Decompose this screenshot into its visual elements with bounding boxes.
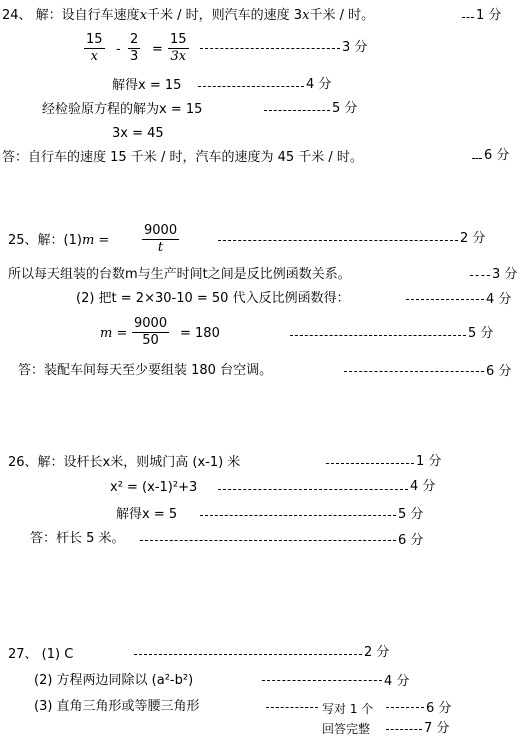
q24-score5-dash (472, 158, 482, 159)
q24-frac2-den: 3 (130, 49, 139, 64)
q24-equals: = (152, 42, 163, 57)
q24-check: 经检验原方程的解为x = 15 (42, 102, 203, 117)
q27-score1-dash (134, 654, 362, 655)
q27-score4-dash (386, 729, 422, 730)
q26-score2-dash (218, 489, 408, 490)
q24-solve: 解得x = 15 (112, 78, 182, 93)
q27-line1: 27、 (1) C (8, 647, 74, 662)
q24-frac3-den: 3x (170, 49, 187, 64)
q26-score2: 4 分 (410, 479, 436, 494)
q25-score1-dash (218, 240, 458, 241)
q26-score4: 6 分 (398, 533, 424, 548)
q27-score3-dash (386, 707, 424, 708)
q27-line3: (3) 直角三角形或等腰三角形 (34, 699, 200, 714)
q26-score3: 5 分 (398, 507, 424, 522)
q26-line1: 26、解：设杆长x米，则城门高 (x-1) 米 (8, 455, 241, 470)
q24-frac1 (84, 33, 105, 64)
q26-score1: 1 分 (416, 454, 442, 469)
q24-unit2: 千米 / 时。 (309, 8, 375, 23)
q24-line1 (2, 8, 374, 24)
q26-score4-dash (140, 540, 396, 541)
q24-score4: 5 分 (332, 101, 358, 116)
q27-note1: 写对 1 个 (322, 702, 374, 716)
q27-note2: 回答完整 (322, 722, 371, 736)
q24-score1-dash (462, 17, 474, 18)
q24-result: 3x = 45 (112, 126, 164, 141)
q24-answer: 答：自行车的速度 15 千米 / 时，汽车的速度为 45 千米 / 时。 (2, 150, 363, 165)
q24-score5: 6 分 (484, 148, 510, 163)
q24-score2: 3 分 (342, 40, 368, 55)
q24-minus: - (116, 42, 121, 57)
q27-note1-dash (266, 707, 318, 708)
q24-frac2 (128, 33, 140, 64)
q27-score2: 4 分 (384, 674, 410, 689)
q24-frac1-den: x (90, 49, 98, 64)
q25-frac2-den: 50 (142, 333, 159, 348)
q24-score1: 1 分 (476, 8, 502, 23)
q24-score4-dash (264, 110, 330, 111)
q25-score4-dash (290, 335, 466, 336)
q24-frac2-num: 2 (130, 32, 139, 47)
q24-intro: 24、 解：设自行车速度 (2, 8, 140, 23)
q26-answer: 答：杆长 5 米。 (30, 531, 125, 546)
q26-score3-dash (200, 515, 396, 516)
q26-eq: x² = (x-1)²+3 (110, 480, 198, 495)
q24-var-x2: x (302, 8, 310, 23)
q25-score2-dash (470, 275, 490, 276)
q25-frac2 (132, 317, 169, 348)
q25-score5: 6 分 (486, 364, 512, 379)
q25-line1 (8, 233, 109, 249)
q25-score3-dash (406, 299, 484, 300)
q25-line2: 所以每天组装的台数m与生产时间t之间是反比例函数关系。 (8, 267, 351, 282)
q25-answer: 答：装配车间每天至少要组装 180 台空调。 (18, 363, 273, 378)
q24-frac3 (168, 33, 189, 64)
q27-score1: 2 分 (364, 645, 390, 660)
q24-unit1: 千米 / 时，则汽车的速度 3 (147, 8, 303, 23)
q24-score2-dash (200, 48, 340, 49)
q27-score3: 6 分 (426, 701, 452, 716)
q25-frac1 (142, 224, 179, 255)
q24-frac3-num: 15 (170, 32, 187, 47)
q25-frac1-num: 9000 (144, 223, 178, 238)
q25-score4: 5 分 (468, 326, 494, 341)
q25-score2: 3 分 (492, 267, 518, 282)
q27-line2: (2) 方程两边同除以 (a²-b²) (34, 673, 194, 688)
q25-m-eq2: m = (100, 326, 128, 341)
q26-score1-dash (326, 463, 414, 464)
q25-line3: (2) 把t = 2×30-10 = 50 代入反比例函数得： (76, 291, 350, 306)
q27-score4: 7 分 (424, 721, 450, 736)
q25-intro: 25、解：(1) (8, 233, 82, 248)
q24-score3: 4 分 (306, 77, 332, 92)
q25-score3: 4 分 (486, 292, 512, 307)
q25-frac1-den: t (157, 240, 164, 255)
q24-frac1-num: 15 (86, 32, 103, 47)
q25-m-eq: m = (81, 233, 110, 248)
q24-var-x: x (139, 8, 148, 23)
q26-solve: 解得x = 5 (116, 507, 178, 522)
q27-score2-dash (262, 680, 382, 681)
q25-frac2-num: 9000 (134, 316, 168, 331)
q25-score5-dash (344, 371, 484, 372)
q24-score3-dash (198, 86, 304, 87)
q25-frac2-result: = 180 (180, 326, 220, 341)
q25-score1: 2 分 (460, 231, 486, 246)
